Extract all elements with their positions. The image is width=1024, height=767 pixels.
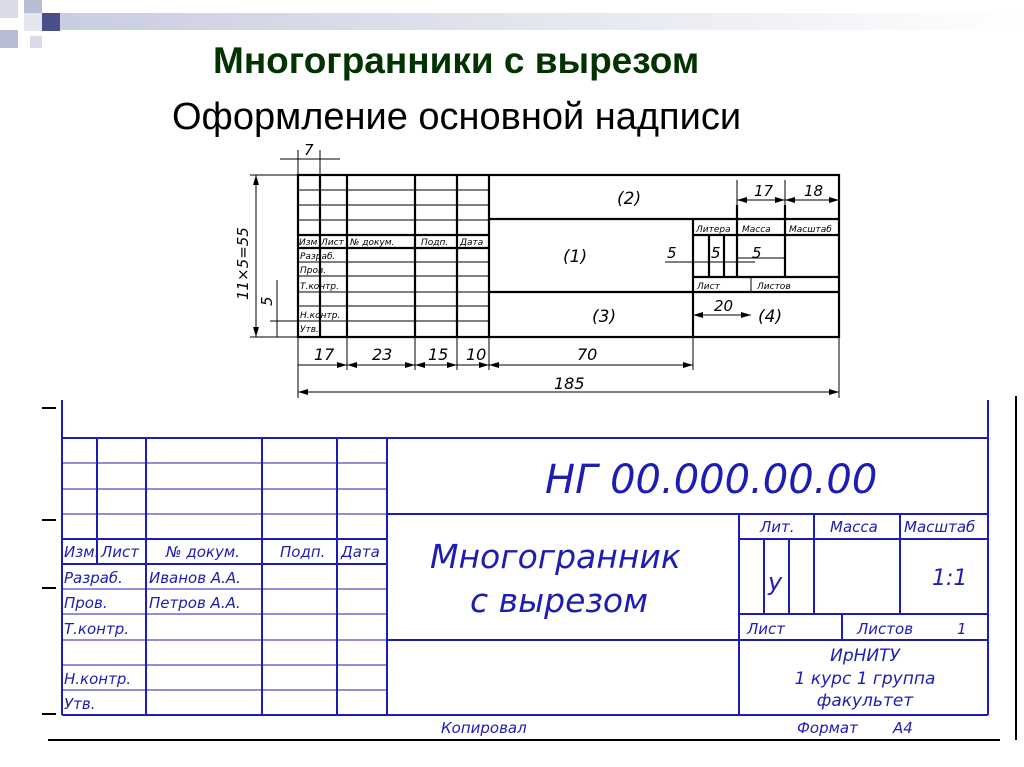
field-4: (4) [758,307,783,327]
stamp-format-value: A4 [893,719,913,737]
dim-15: 15 [428,345,449,364]
stamp-kopiroval: Копировал [441,719,527,737]
label-data: Дата [460,238,484,248]
stamp-header-podp: Подп. [280,543,326,561]
dim-185: 185 [554,374,585,393]
label-podp: Подп. [421,238,449,248]
stamp-name-line1: Многогранник [430,537,681,576]
stamp-listov-label: Листов [857,620,914,638]
field-2: (2) [617,189,642,209]
label-dokum: № докум. [350,238,395,248]
label-list: Лист [321,238,344,248]
label-listov: Листов [757,282,791,292]
dim-5-left: 5 [258,296,276,306]
dim-5-a: 5 [667,244,677,262]
field-1: (1) [563,247,588,267]
stamp-person-prov: Петров А.А. [149,594,241,612]
stamp-org-line1: ИрНИТУ [830,646,900,666]
stamp-header-izm: Изм. [64,543,100,561]
stamp-code: НГ 00.000.00.00 [545,457,878,503]
label-massa: Масса [742,225,771,235]
stamp-row-razrab: Разраб. [64,569,123,587]
stamp-header-list: Лист [101,543,140,561]
stamp-row-tkontr: Т.контр. [64,620,130,638]
label-tkontr: Т.контр. [300,282,340,292]
label-razrab: Разраб. [300,252,336,262]
stamp-lit-value: у [768,568,783,596]
stamp-list-label: Лист [747,620,786,638]
slide-subtitle: Оформление основной надписи [172,96,742,138]
label-utv: Утв. [300,325,319,335]
stamp-row-prov: Пров. [64,594,108,612]
dim-17-bottom: 17 [314,345,335,364]
label-prov: Пров. [300,266,327,276]
stamp-person-razrab: Иванов А.А. [149,569,241,587]
label-list-2: Лист [697,282,720,292]
label-masshtab: Масштаб [789,225,832,235]
label-litera: Литера [696,225,731,235]
slide-title: Многогранники с вырезом [213,40,700,81]
dim-23: 23 [372,345,393,364]
dim-5-c: 5 [752,244,762,262]
stamp-listov-value: 1 [957,620,967,638]
stamp-name-line2: с вырезом [470,581,649,620]
stamp-lit-label: Лит. [760,518,795,536]
stamp-row-utv: Утв. [64,695,96,713]
stamp-format-label: Формат [797,719,858,737]
stamp-masshtab-label: Масштаб [904,518,976,536]
stamp-scale-value: 1:1 [932,566,968,591]
dim-70: 70 [577,345,598,364]
dim-20: 20 [714,297,734,315]
field-3: (3) [592,307,617,327]
stamp-massa-label: Масса [830,518,878,536]
stamp-header-data: Дата [341,543,380,561]
dim-11x5: 11×5=55 [234,227,252,300]
stamp-org-line2: 1 курс 1 группа [794,669,936,689]
stamp-org-line3: факультет [816,691,914,711]
dim-7: 7 [304,141,314,159]
label-izm: Изм [299,238,318,248]
stamp-header-dokum: № докум. [166,543,240,561]
dim-18: 18 [804,182,824,200]
stamp-row-nkontr: Н.контр. [64,670,132,688]
dim-17-top: 17 [754,182,774,200]
label-nkontr: Н.контр. [300,311,341,321]
dim-5-b: 5 [711,244,721,262]
dim-10: 10 [466,345,487,364]
